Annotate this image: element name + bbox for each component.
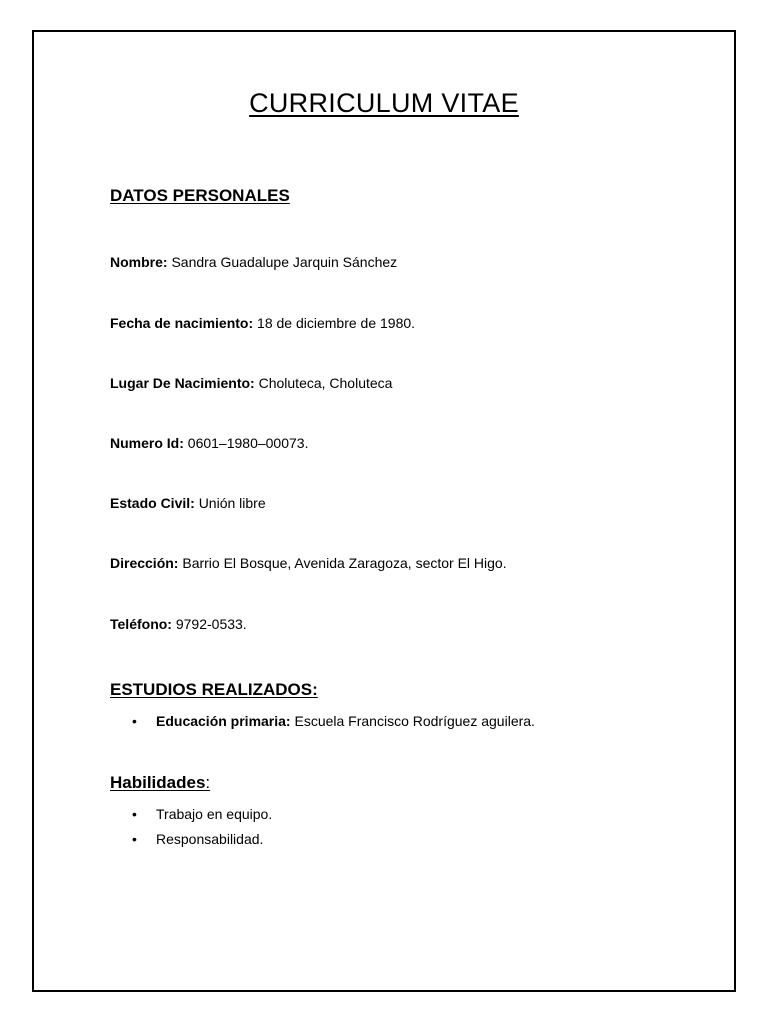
- habilidades-heading-colon: :: [205, 773, 211, 792]
- heading-habilidades: [110, 773, 210, 793]
- field-value: 9792-0533.: [175, 616, 247, 632]
- habilidad-text: Trabajo en equipo.: [156, 806, 273, 822]
- field-label: Nombre:: [110, 254, 168, 270]
- heading-estudios-realizados: ESTUDIOS REALIZADOS:: [110, 680, 318, 699]
- habilidades-heading-text: Habilidades: [110, 773, 206, 792]
- field-nombre: [110, 254, 397, 270]
- list-item-habilidad: [132, 806, 272, 822]
- field-numero-id: [110, 435, 308, 451]
- field-lugar-nacimiento: [110, 375, 392, 391]
- list-item-habilidad: [132, 831, 263, 847]
- page-border: [32, 30, 736, 992]
- field-value: Choluteca, Choluteca: [258, 375, 393, 391]
- field-value: Barrio El Bosque, Avenida Zaragoza, sector El Higo.: [182, 555, 507, 571]
- document-title: CURRICULUM VITAE: [249, 88, 519, 118]
- field-value: Unión libre: [198, 495, 266, 511]
- field-label: Fecha de nacimiento:: [110, 315, 254, 331]
- field-label: Estado Civil:: [110, 495, 195, 511]
- field-fecha-nacimiento: [110, 315, 415, 331]
- bullet-icon: •: [132, 831, 137, 847]
- field-label: Dirección:: [110, 555, 179, 571]
- field-estado-civil: [110, 495, 266, 511]
- bullet-icon: •: [132, 806, 137, 822]
- field-value: 18 de diciembre de 1980.: [257, 315, 416, 331]
- list-item-estudio: [132, 713, 535, 729]
- field-telefono: [110, 616, 247, 632]
- estudio-label: Educación primaria:: [156, 713, 291, 729]
- heading-datos-personales: DATOS PERSONALES: [110, 186, 290, 205]
- field-label: Numero Id:: [110, 435, 184, 451]
- habilidad-text: Responsabilidad.: [156, 831, 264, 847]
- field-direccion: [110, 555, 507, 571]
- field-value: 0601–1980–00073.: [187, 435, 309, 451]
- field-label: Lugar De Nacimiento:: [110, 375, 255, 391]
- field-value: Sandra Guadalupe Jarquin Sánchez: [171, 254, 398, 270]
- bullet-icon: •: [132, 713, 137, 729]
- estudio-value: Escuela Francisco Rodríguez aguilera.: [294, 713, 535, 729]
- field-label: Teléfono:: [110, 616, 172, 632]
